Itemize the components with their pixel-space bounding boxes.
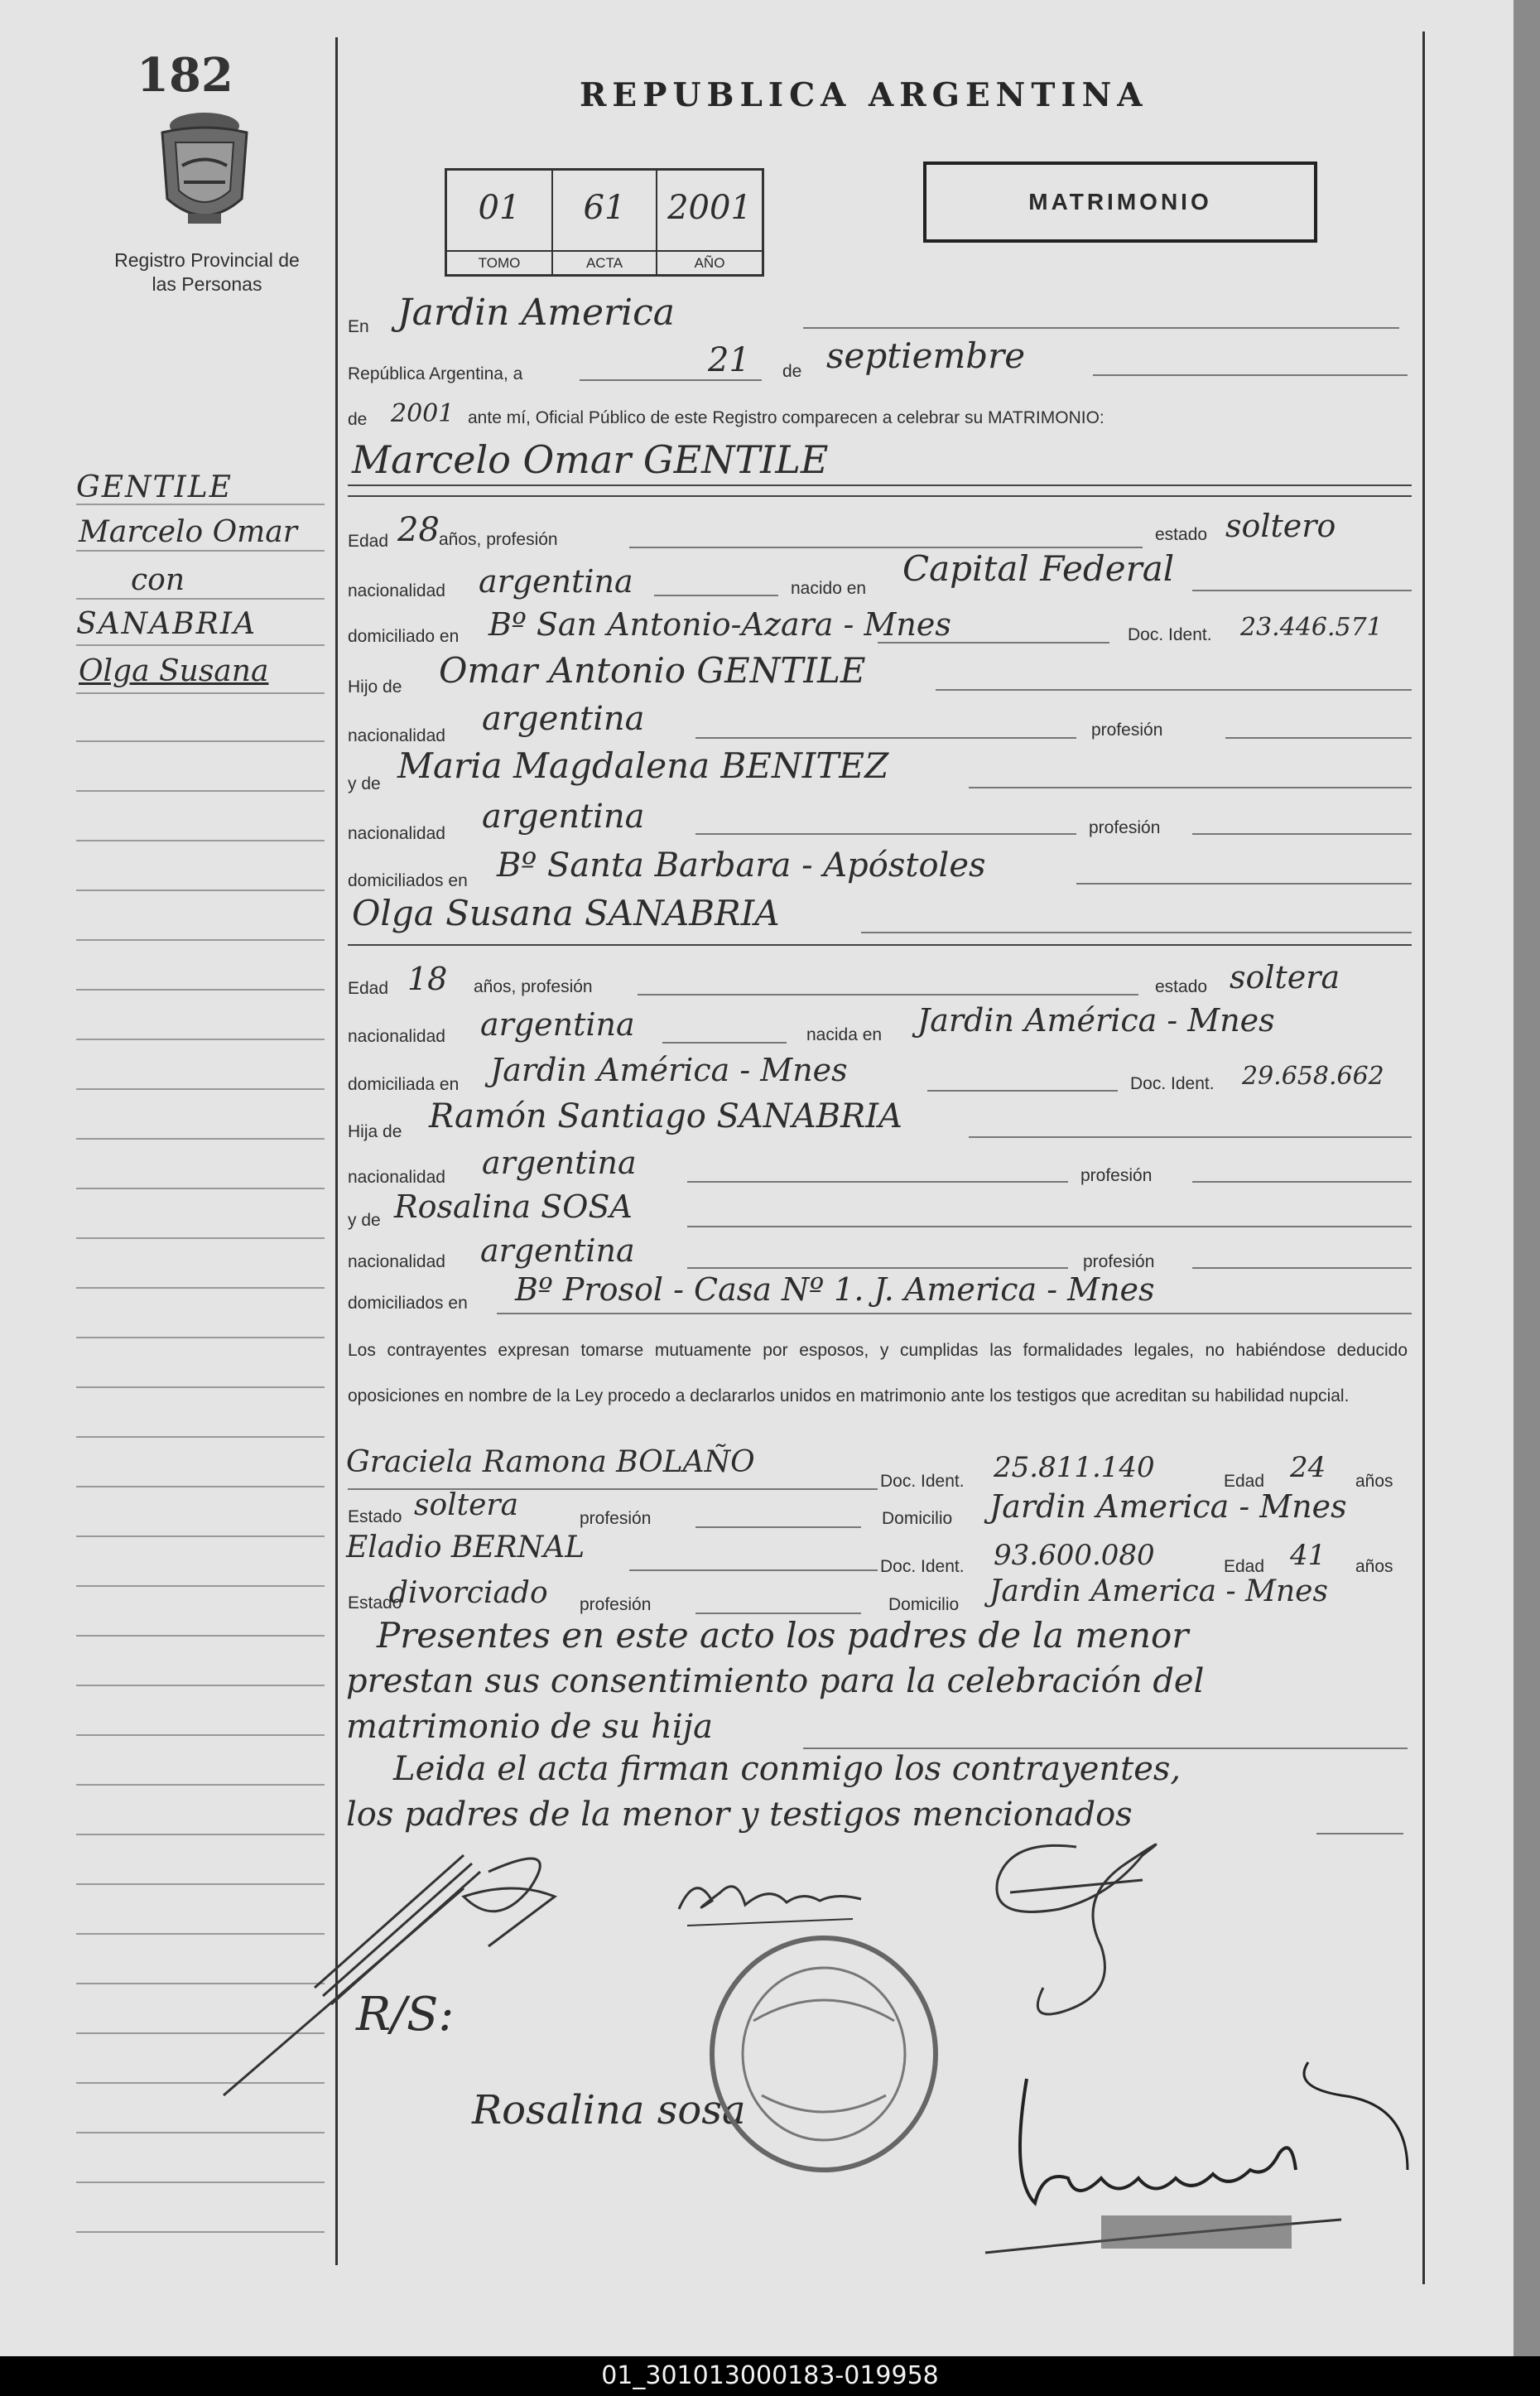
- label-nacionalidad-groom-mother: nacionalidad: [348, 824, 445, 843]
- label-nacido-en: nacido en: [791, 579, 867, 598]
- witness2-address: Jardin America - Mnes: [989, 1574, 1328, 1608]
- label-profesion-groom-father: profesión: [1091, 721, 1163, 740]
- label-doc-ident-bride: Doc. Ident.: [1130, 1074, 1215, 1093]
- label-nacionalidad-bride-mother: nacionalidad: [348, 1252, 445, 1271]
- signature-bernal: [977, 1830, 1176, 2029]
- acta-value: 61: [583, 189, 626, 227]
- label-domicilio-witness1: Domicilio: [882, 1509, 953, 1528]
- witness1-name: Graciela Ramona BOLAÑO: [346, 1445, 755, 1479]
- label-profesion-bride-mother: profesión: [1083, 1252, 1155, 1271]
- label-domiciliado-en: domiciliado en: [348, 627, 460, 646]
- margin-note-surname-bride: SANABRIA: [76, 607, 257, 641]
- signature-note: R/S:: [356, 1988, 455, 2042]
- label-nacida-en: nacida en: [806, 1025, 883, 1044]
- provincial-crest-icon: [151, 108, 258, 232]
- footer-bar: [0, 2356, 1540, 2396]
- ceremony-month: septiembre: [826, 335, 1026, 376]
- signature-bolano: [671, 1868, 869, 1934]
- note-line-4: Leida el acta firman conmigo los contrayentes,: [393, 1750, 1181, 1788]
- bride-age: 18: [407, 961, 448, 997]
- label-anios-profesion-groom: años, profesión: [439, 530, 558, 549]
- book-reference-box: [445, 168, 764, 277]
- registry-name: Registro Provincial de las Personas: [114, 249, 300, 295]
- note-line-1: Presentes en este acto los padres de la menor: [377, 1615, 1189, 1656]
- label-edad-groom: Edad: [348, 532, 389, 551]
- bride-doc: 29.658.662: [1242, 1062, 1384, 1091]
- tomo-label: TOMO: [447, 250, 551, 276]
- groom-mother-nationality: argentina: [482, 798, 645, 836]
- label-de-mes: de: [782, 362, 802, 381]
- label-hija-de: Hija de: [348, 1122, 402, 1141]
- bride-address: Jardin América - Mnes: [490, 1052, 848, 1088]
- tomo-value: 01: [478, 189, 521, 227]
- label-nacionalidad-bride: nacionalidad: [348, 1027, 445, 1046]
- label-doc-ident-witness1: Doc. Ident.: [880, 1472, 965, 1491]
- groom-parents-address: Bº Santa Barbara - Apóstoles: [497, 846, 986, 885]
- ceremony-place: Jardin America: [397, 292, 675, 334]
- bride-nationality: argentina: [480, 1006, 635, 1043]
- bride-name: Olga Susana SANABRIA: [352, 893, 780, 933]
- label-nacionalidad-groom: nacionalidad: [348, 581, 445, 600]
- witness1-age: 24: [1290, 1451, 1326, 1484]
- footer-id: 01_301013000183-019958: [601, 2361, 939, 2390]
- right-rule: [1422, 31, 1425, 2284]
- label-domiciliados-en-bride: domiciliados en: [348, 1294, 468, 1313]
- label-en: En: [348, 317, 369, 336]
- groom-status: soltero: [1225, 508, 1336, 544]
- label-domicilio-witness2: Domicilio: [888, 1595, 960, 1614]
- groom-doc: 23.446.571: [1240, 613, 1383, 642]
- bride-mother: Rosalina SOSA: [394, 1188, 633, 1225]
- ceremony-year: 2001: [391, 399, 455, 428]
- witness1-address: Jardin America - Mnes: [989, 1488, 1347, 1525]
- label-profesion-witness1: profesión: [580, 1509, 652, 1528]
- folio-number: 182: [137, 48, 233, 103]
- official-seal-stamp: [704, 1930, 944, 2178]
- label-edad-bride: Edad: [348, 979, 389, 998]
- margin-note-given-names: Marcelo Omar: [79, 515, 297, 549]
- label-estado-bride: estado: [1155, 977, 1208, 996]
- note-line-3: matrimonio de su hija: [346, 1708, 713, 1746]
- label-estado-witness2: Estado: [348, 1593, 402, 1613]
- label-profesion-groom-mother: profesión: [1089, 818, 1161, 837]
- label-anios-witness1: años: [1355, 1472, 1393, 1491]
- margin-note-given-names-bride: Olga Susana: [79, 654, 269, 688]
- anio-value: 2001: [667, 189, 752, 227]
- margin-note-con: con: [131, 563, 185, 597]
- label-republica: República Argentina, a: [348, 364, 523, 383]
- groom-name: Marcelo Omar GENTILE: [352, 437, 829, 482]
- bride-father-nationality: argentina: [482, 1145, 637, 1181]
- ceremony-day: 21: [708, 341, 750, 379]
- label-domiciliada-en: domiciliada en: [348, 1075, 460, 1094]
- label-profesion-bride-father: profesión: [1080, 1166, 1153, 1185]
- label-anios-profesion-bride: años, profesión: [474, 977, 593, 996]
- label-doc-ident-witness2: Doc. Ident.: [880, 1557, 965, 1576]
- witness2-status: divorciado: [389, 1576, 548, 1610]
- label-y-de-bride: y de: [348, 1211, 381, 1230]
- signature-rosalina: Rosalina sosa: [472, 2087, 746, 2133]
- label-profesion-witness2: profesión: [580, 1595, 652, 1614]
- bride-mother-nationality: argentina: [480, 1232, 635, 1269]
- groom-age: 28: [397, 511, 440, 549]
- bride-father: Ramón Santiago SANABRIA: [429, 1097, 902, 1135]
- witness2-age: 41: [1290, 1539, 1326, 1572]
- label-hijo-de: Hijo de: [348, 677, 402, 697]
- acta-label: ACTA: [553, 250, 656, 276]
- label-doc-ident-groom: Doc. Ident.: [1128, 625, 1212, 644]
- label-domiciliados-en-groom: domiciliados en: [348, 871, 468, 890]
- label-nacionalidad-bride-father: nacionalidad: [348, 1168, 445, 1187]
- label-estado-witness1: Estado: [348, 1507, 402, 1526]
- note-line-2: prestan sus consentimiento para la celebración del: [346, 1662, 1205, 1700]
- bride-status: soltera: [1230, 959, 1340, 996]
- groom-mother: Maria Magdalena BENITEZ: [397, 745, 889, 786]
- label-y-de-groom: y de: [348, 774, 381, 793]
- groom-nationality: argentina: [479, 563, 633, 600]
- groom-address: Bº San Antonio-Azara - Mnes: [488, 606, 951, 643]
- witness1-doc: 25.811.140: [994, 1451, 1155, 1484]
- label-estado-groom: estado: [1155, 525, 1208, 544]
- label-anios-witness2: años: [1355, 1557, 1393, 1576]
- witness1-status: soltera: [414, 1488, 519, 1522]
- label-ante-mi: ante mí, Oficial Público de este Registro comparecen a celebrar su MATRIMONIO:: [468, 408, 1104, 427]
- document-type-box: MATRIMONIO: [923, 162, 1317, 243]
- anio-label: AÑO: [657, 250, 762, 276]
- bride-parents-address: Bº Prosol - Casa Nº 1. J. America - Mnes: [515, 1271, 1155, 1308]
- signature-scribble-left: [215, 1830, 580, 2104]
- country-title: REPUBLICA ARGENTINA: [580, 76, 1148, 114]
- label-de-anio: de: [348, 410, 368, 429]
- label-nacionalidad-groom-father: nacionalidad: [348, 726, 445, 745]
- legal-statement: Los contrayentes expresan tomarse mutuamente por esposos, y cumplidas las formalidades legales, no habiéndose deducido oposiciones en nombre de la Ley procedo a declararlos unidos en matrimonio ante los testigos que acreditan su habilidad nupcial.: [348, 1341, 1408, 1405]
- note-line-5: los padres de la menor y testigos mencionados: [346, 1796, 1133, 1834]
- label-edad-witness2: Edad: [1224, 1557, 1265, 1576]
- groom-father-nationality: argentina: [482, 700, 645, 738]
- signature-official: [977, 2054, 1424, 2278]
- witness2-doc: 93.600.080: [994, 1539, 1155, 1572]
- label-edad-witness1: Edad: [1224, 1472, 1265, 1491]
- book-spine: [1514, 0, 1540, 2356]
- witness2-name: Eladio BERNAL: [346, 1531, 585, 1564]
- bride-born-in: Jardin América - Mnes: [917, 1002, 1275, 1039]
- groom-born-in: Capital Federal: [902, 548, 1175, 589]
- margin-note-surname: GENTILE: [76, 470, 233, 504]
- groom-father: Omar Antonio GENTILE: [439, 650, 866, 691]
